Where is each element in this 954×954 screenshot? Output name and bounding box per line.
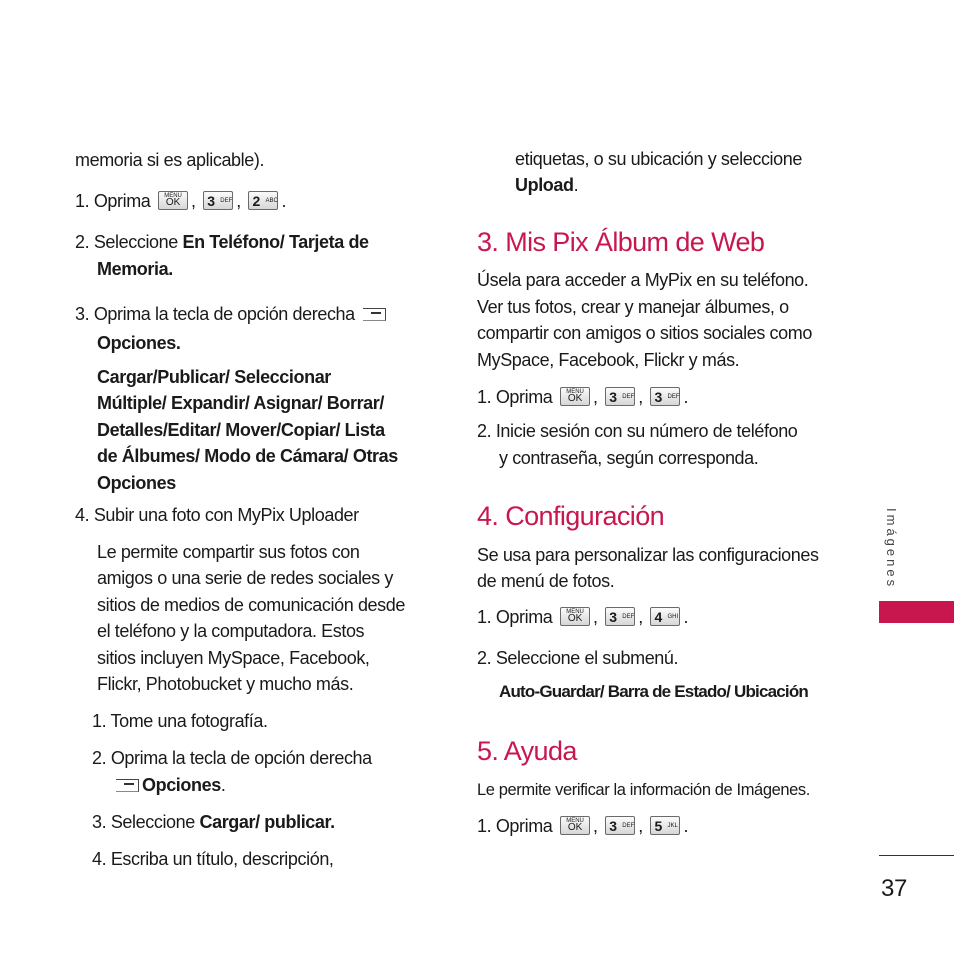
continuation-line: etiquetas, o su ubicación y seleccione — [515, 149, 802, 169]
section-3-body: compartir con amigos o sitios sociales como — [477, 323, 812, 343]
footer-rule — [879, 855, 954, 856]
step-text: 1. Oprima — [75, 191, 151, 211]
desc-line: Flickr, Photobucket y mucho más. — [97, 674, 354, 694]
section-3-body: Úsela para acceder a MyPix en su teléfono. — [477, 270, 809, 290]
key-3-icon: 3 DEF — [605, 816, 635, 835]
section-5-heading: 5. Ayuda — [477, 736, 577, 766]
page-number: 37 — [881, 875, 907, 902]
options-line: Opciones — [97, 473, 176, 493]
left-step-2: 2. Seleccione En Teléfono/ Tarjeta de — [75, 232, 369, 252]
section-4-body: Se usa para personalizar las configuraciones — [477, 545, 819, 565]
desc-line: Le permite compartir sus fotos con — [97, 542, 360, 562]
desc-line: el teléfono y la computadora. Estos — [97, 621, 365, 641]
section-3-step-2-cont: y contraseña, según corresponda. — [499, 448, 759, 468]
menu-ok-key-icon: MENU OK — [560, 607, 590, 626]
section-3-step-2: 2. Inicie sesión con su número de teléfono — [477, 421, 798, 441]
intro-text: memoria si es aplicable). — [75, 150, 265, 170]
sub-step-2: 2. Oprima la tecla de opción derecha — [92, 748, 372, 768]
left-step-3: 3. Oprima la tecla de opción derecha — [75, 301, 389, 327]
left-step-1: 1. Oprima MENU OK , 3 DEF , 2 ABC . — [75, 191, 287, 211]
options-line: de Álbumes/ Modo de Cámara/ Otras — [97, 446, 398, 466]
left-step-2-cont: Memoria. — [97, 259, 173, 279]
sub-step-2-cont: Opciones. — [112, 772, 225, 798]
chapter-side-label: Imágenes — [884, 508, 899, 590]
menu-ok-key-icon: MENU OK — [158, 191, 188, 210]
key-3-icon: 3 DEF — [605, 607, 635, 626]
desc-line: sitios incluyen MySpace, Facebook, — [97, 648, 370, 668]
section-4-heading: 4. Configuración — [477, 501, 665, 531]
section-4-body: de menú de fotos. — [477, 571, 615, 591]
left-step-3-opciones: Opciones. — [97, 333, 181, 353]
section-3-heading: 3. Mis Pix Álbum de Web — [477, 227, 765, 257]
section-5-body: Le permite verificar la información de Imágenes. — [477, 781, 810, 799]
key-3-icon: 3 DEF — [650, 387, 680, 406]
chapter-tab-marker — [879, 601, 954, 623]
menu-ok-key-icon: MENU OK — [560, 816, 590, 835]
section-5-step-1: 1. Oprima MENU OK , 3 DEF , 5 JKL . — [477, 816, 689, 836]
sub-step-1: 1. Tome una fotografía. — [92, 711, 268, 731]
menu-ok-key-icon: MENU OK — [560, 387, 590, 406]
key-4-icon: 4 GHI — [650, 607, 680, 626]
right-softkey-icon — [115, 777, 139, 791]
section-4-step-2: 2. Seleccione el submenú. — [477, 648, 679, 668]
section-3-step-1: 1. Oprima MENU OK , 3 DEF , 3 DEF . — [477, 387, 689, 407]
options-line: Múltiple/ Expandir/ Asignar/ Borrar/ — [97, 393, 384, 413]
continuation-line: Upload. — [515, 175, 579, 195]
right-softkey-icon — [362, 306, 386, 320]
sub-step-4: 4. Escriba un título, descripción, — [92, 849, 334, 869]
section-3-body: Ver tus fotos, crear y manejar álbumes, o — [477, 297, 789, 317]
desc-line: amigos o una serie de redes sociales y — [97, 568, 393, 588]
section-3-body: MySpace, Facebook, Flickr y más. — [477, 350, 740, 370]
key-3-icon: 3 DEF — [605, 387, 635, 406]
options-line: Detalles/Editar/ Mover/Copiar/ Lista — [97, 420, 385, 440]
sub-step-3: 3. Seleccione Cargar/ publicar. — [92, 812, 335, 832]
key-5-icon: 5 JKL — [650, 816, 680, 835]
section-4-step-1: 1. Oprima MENU OK , 3 DEF , 4 GHI . — [477, 607, 689, 627]
section-4-submenu: Auto-Guardar/ Barra de Estado/ Ubicación — [499, 682, 809, 701]
left-step-4: 4. Subir una foto con MyPix Uploader — [75, 505, 359, 525]
key-3-icon: 3 DEF — [203, 191, 233, 210]
options-line: Cargar/Publicar/ Seleccionar — [97, 367, 331, 387]
key-2-icon: 2 ABC — [248, 191, 278, 210]
desc-line: sitios de medios de comunicación desde — [97, 595, 405, 615]
